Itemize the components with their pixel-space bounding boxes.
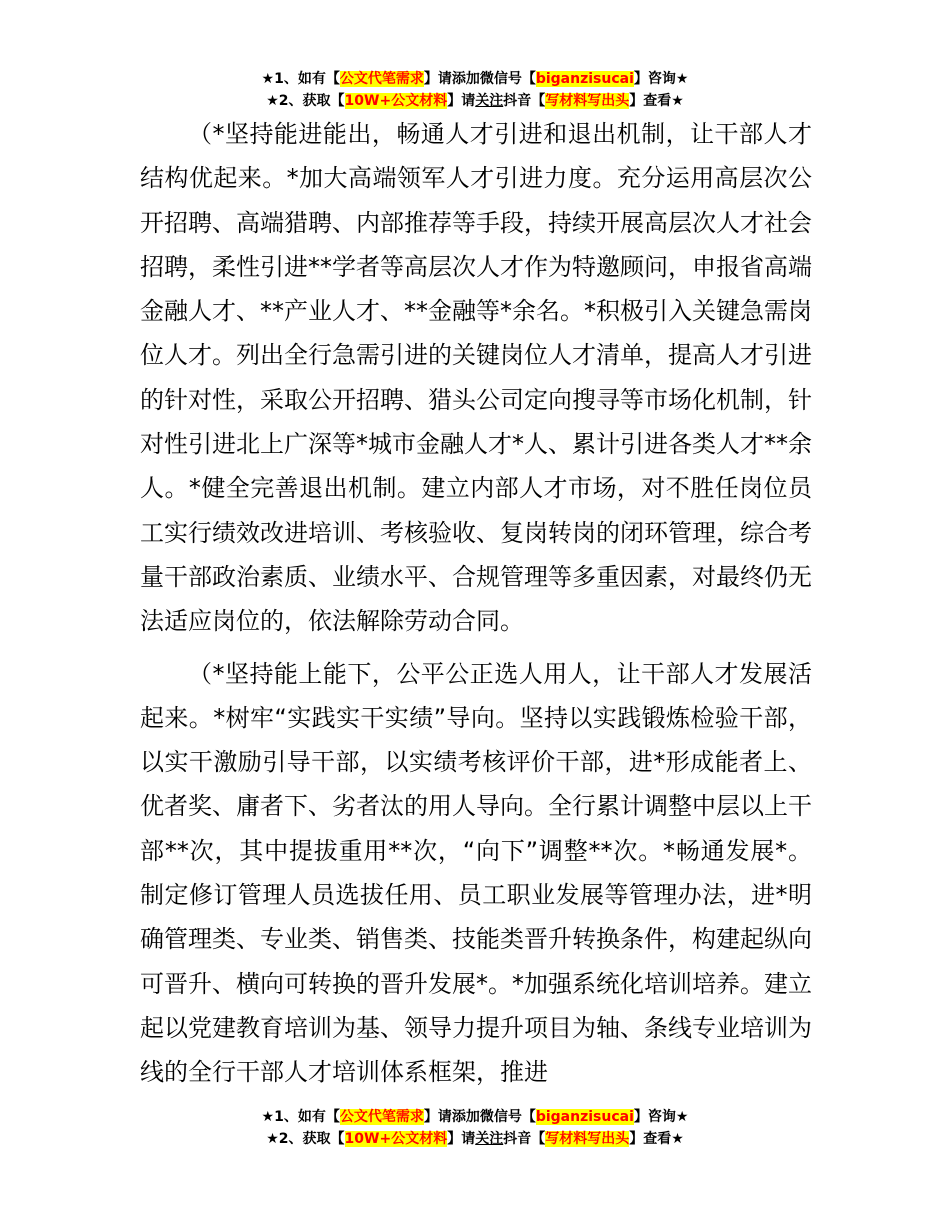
footer-line-2-mid-a: 】请 — [447, 1131, 476, 1147]
header-line-2-suffix: 】查看★ — [629, 93, 684, 109]
header-underlined-follow: 关注 — [475, 93, 504, 109]
star-icon: ★ — [261, 1109, 275, 1125]
footer-line-2-mid-b: 抖音【 — [503, 1131, 546, 1147]
footer-banner — [0, 1106, 950, 1150]
header-line-1-suffix: 】咨询★ — [633, 71, 689, 87]
header-highlight-ghostwriting: 公文代笔需求 — [339, 71, 424, 87]
header-line-1 — [0, 68, 950, 90]
footer-line-1-suffix: 】咨询★ — [633, 1109, 689, 1125]
footer-underlined-follow: 关注 — [475, 1131, 504, 1147]
header-highlight-materials: 10W+公文材料 — [344, 93, 448, 109]
footer-highlight-ghostwriting: 公文代笔需求 — [339, 1109, 424, 1125]
footer-line-1-mid: 】请添加微信号【 — [423, 1109, 536, 1125]
document-body — [140, 112, 812, 1095]
star-icon: ★ — [266, 1131, 279, 1147]
body-paragraph-1: （*坚持能进能出，畅通人才引进和退出机制，让干部人才结构优起来。*加大高端领军人才引进力度。充分运用高层次公开招聘、高端猎聘、内部推荐等手段，持续开展高层次人才社会招聘，柔性引进**学者等高层次人才作为特邀顾问，申报省高端金融人才、**产业人才、**金融等*余名。*积极引入关键急需岗位人才。列出全行急需引进的关键岗位人才清单，提高人才引进的针对性，采取公开招聘、猎头公司定向搜寻等市场化机制，针对性引进北上广深等*城市金融人才*人、累计引进各类人才**余人。*健全完善退出机制。建立内部人才市场，对不胜任岗位员工实行绩效改进培训、考核验收、复岗转岗的闭环管理，综合考量干部政治素质、业绩水平、合规管理等多重因素，对最终仍无法适应岗位的，依法解除劳动合同。 — [140, 120, 812, 636]
footer-highlight-douyin-account: 写材料写出头 — [545, 1131, 630, 1147]
footer-highlight-materials: 10W+公文材料 — [344, 1131, 448, 1147]
footer-line-1 — [0, 1106, 950, 1128]
header-line-2-mid-a: 】请 — [447, 93, 476, 109]
header-line-1-mid: 】请添加微信号【 — [423, 71, 536, 87]
footer-line-1-prefix: 1、如有【 — [274, 1109, 340, 1125]
footer-line-2-suffix: 】查看★ — [629, 1131, 684, 1147]
header-highlight-douyin-account: 写材料写出头 — [545, 93, 630, 109]
header-line-2-prefix: 2、获取【 — [278, 93, 345, 109]
header-highlight-wechat-id: biganzisucai — [535, 71, 634, 87]
body-paragraph-2: （*坚持能上能下，公平公正选人用人，让干部人才发展活起来。*树牢“实践实干实绩”导向。坚持以实践锻炼检验干部，以实干激励引导干部，以实绩考核评价干部，进*形成能者上、优者奖、庸者下、劣者汰的用人导向。全行累计调整中层以上干部**次，其中提拔重用**次，“向下”调整**次。*畅通发展*。制定修订管理人员选拔任用、员工职业发展等管理办法，进*明确管理类、专业类、销售类、技能类晋升转换条件，构建起纵向可晋升、横向可转换的晋升发展*。*加强系统化培训培养。建立起以党建教育培训为基、领导力提升项目为轴、条线专业培训为线的全行干部人才培训体系框架，推进 — [140, 659, 812, 1087]
footer-line-2 — [0, 1128, 950, 1150]
footer-highlight-wechat-id: biganzisucai — [535, 1109, 634, 1125]
star-icon: ★ — [261, 71, 275, 87]
header-line-1-prefix: 1、如有【 — [274, 71, 340, 87]
star-icon: ★ — [266, 93, 279, 109]
header-banner — [0, 68, 950, 112]
footer-line-2-prefix: 2、获取【 — [278, 1131, 345, 1147]
header-line-2 — [0, 90, 950, 112]
header-line-2-mid-b: 抖音【 — [503, 93, 546, 109]
